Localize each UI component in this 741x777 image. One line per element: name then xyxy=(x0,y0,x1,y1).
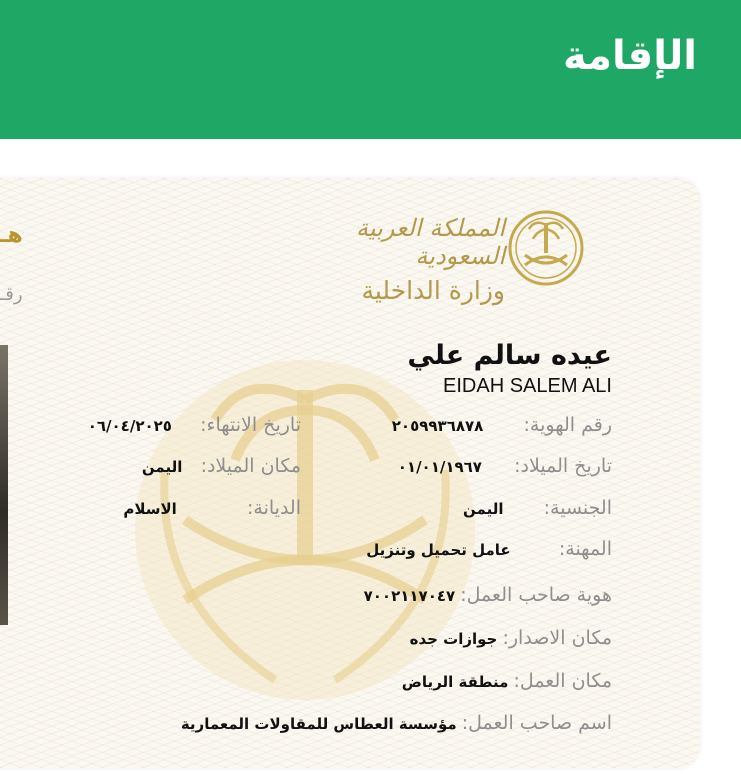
edge-subtext-cut: رقـ xyxy=(0,284,23,305)
field-birth-place xyxy=(142,455,301,477)
field-label: مكان الاصدار: xyxy=(502,627,612,649)
field-work-place xyxy=(402,670,612,692)
field-id-number xyxy=(392,414,612,436)
ministry-title: وزارة الداخلية xyxy=(361,276,505,305)
field-expiry-date xyxy=(88,414,301,436)
field-value: ٠١/٠١/١٩٦٧ xyxy=(397,458,482,476)
field-label: الجنسية: xyxy=(543,497,612,519)
palm-swords-watermark-icon xyxy=(125,350,485,710)
holder-name-english: EIDAH SALEM ALI xyxy=(443,375,612,397)
field-value: اليمن xyxy=(463,500,504,518)
field-nationality xyxy=(463,497,612,519)
field-employer-name xyxy=(181,712,612,734)
field-issue-place xyxy=(410,627,612,649)
field-label: مكان العمل: xyxy=(513,670,612,692)
field-religion xyxy=(123,497,301,519)
field-value: ٢٠٥٩٩٣٦٨٧٨ xyxy=(391,417,484,435)
field-label: مكان الميلاد: xyxy=(200,455,301,477)
field-label: تاريخ الانتهاء: xyxy=(200,414,301,436)
field-label: رقم الهوية: xyxy=(523,414,612,436)
field-value: اليمن xyxy=(141,458,183,476)
field-value: ٧٠٠٢١١٧٠٤٧ xyxy=(363,587,456,605)
page-title: الإقامة xyxy=(563,33,697,79)
field-employer-id xyxy=(364,584,612,606)
field-birth-date xyxy=(398,455,612,477)
field-value: منطقة الرياض xyxy=(401,673,509,691)
field-label: الديانة: xyxy=(247,497,301,519)
field-label: اسم صاحب العمل: xyxy=(461,712,612,734)
field-label: هوية صاحب العمل: xyxy=(460,584,612,606)
field-value: الاسلام xyxy=(123,500,177,518)
edge-text-cut: هـ xyxy=(0,223,23,248)
field-value: ٠٦/٠٤/٢٠٢٥ xyxy=(87,417,172,435)
holder-name-arabic: عيده سالم علي xyxy=(407,340,612,371)
field-value: مؤسسة العطاس للمقاولات المعمارية xyxy=(180,715,457,733)
app-header xyxy=(0,0,741,139)
kingdom-title: المملكة العربية السعودية xyxy=(355,214,505,270)
photo-edge xyxy=(0,345,8,625)
field-value: جوازات جده xyxy=(409,630,498,648)
field-value: عامل تحميل وتنزيل xyxy=(366,541,511,559)
saudi-emblem-icon xyxy=(507,209,585,287)
field-label: المهنة: xyxy=(558,538,612,560)
field-label: تاريخ الميلاد: xyxy=(514,455,612,477)
field-occupation xyxy=(366,538,612,560)
